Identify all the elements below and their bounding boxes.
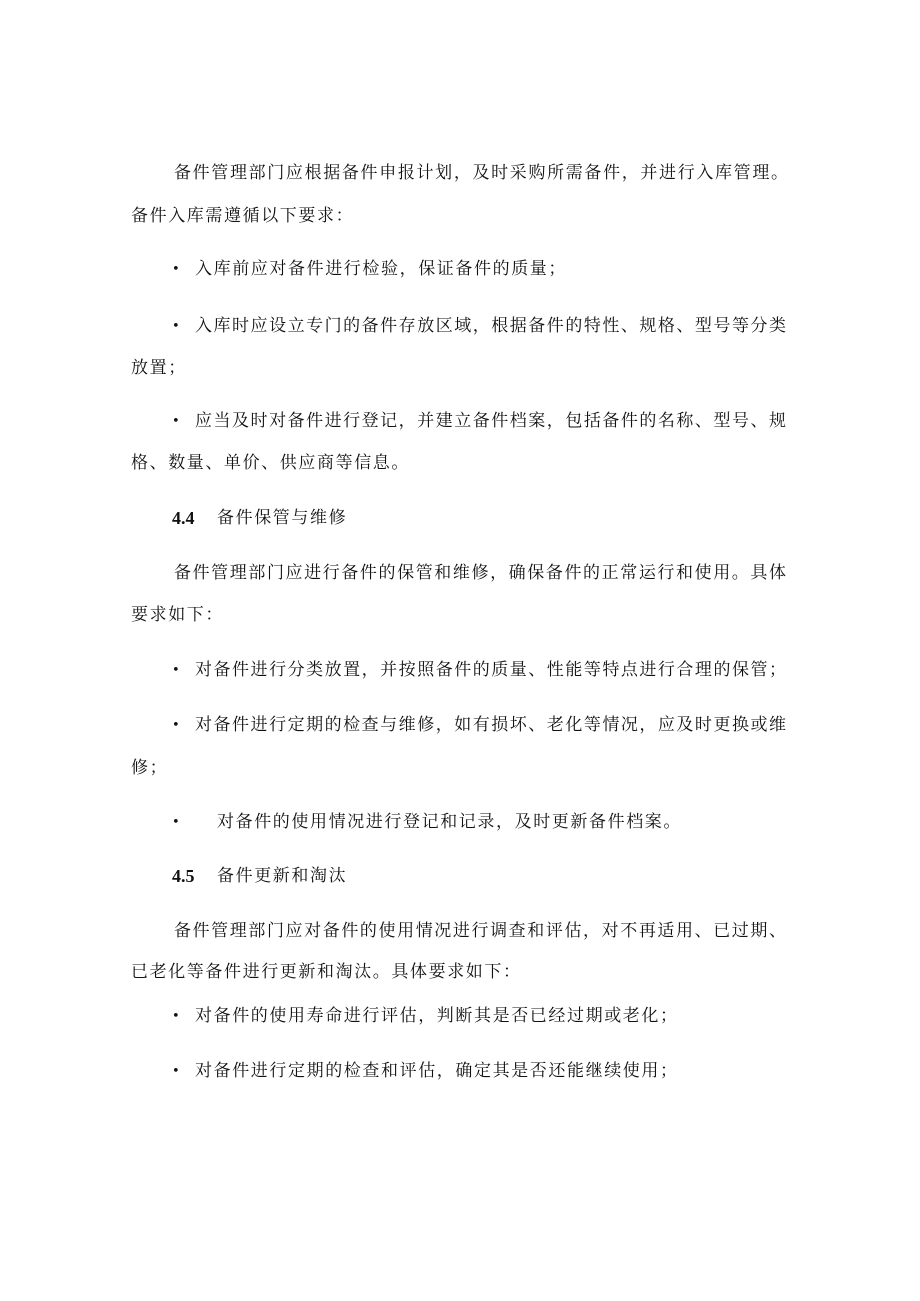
bullet-icon: •	[172, 414, 180, 429]
list-item: 对备件的使用情况进行登记和记录，及时更新备件档案。	[217, 812, 682, 832]
paragraph-line: 要求如下：	[131, 605, 224, 625]
section-title: 备件保管与维修	[217, 508, 348, 528]
bullet-icon: •	[172, 663, 180, 678]
section-number: 4.5	[172, 866, 195, 886]
bullet-icon: •	[172, 1009, 180, 1024]
section-number: 4.4	[172, 508, 195, 528]
list-item-continuation: 放置；	[131, 358, 187, 378]
paragraph-line: 已老化等备件进行更新和淘汰。具体要求如下：	[131, 962, 522, 982]
paragraph-line: 备件管理部门应进行备件的保管和维修，确保备件的正常运行和使用。具体	[174, 563, 786, 583]
paragraph-line: 备件入库需遵循以下要求：	[131, 206, 355, 226]
list-item: 入库前应对备件进行检验，保证备件的质量；	[195, 259, 567, 279]
paragraph-line: 备件管理部门应对备件的使用情况进行调查和评估，对不再适用、已过期、	[174, 921, 786, 941]
list-item-continuation: 格、数量、单价、供应商等信息。	[131, 453, 410, 473]
bullet-icon: •	[172, 815, 180, 830]
list-item: 对备件的使用寿命进行评估，判断其是否已经过期或老化；	[195, 1006, 679, 1026]
bullet-icon: •	[172, 1064, 180, 1079]
list-item: 应当及时对备件进行登记，并建立备件档案，包括备件的名称、型号、规	[195, 411, 786, 431]
section-title: 备件更新和淘汰	[217, 866, 348, 886]
list-item-continuation: 修；	[131, 758, 169, 778]
list-item: 对备件进行分类放置，并按照备件的质量、性能等特点进行合理的保管；	[195, 660, 786, 680]
list-item: 入库时应设立专门的备件存放区域，根据备件的特性、规格、型号等分类	[195, 316, 786, 336]
bullet-icon: •	[172, 718, 180, 733]
list-item: 对备件进行定期的检查与维修，如有损坏、老化等情况，应及时更换或维	[195, 715, 786, 735]
paragraph-line: 备件管理部门应根据备件申报计划，及时采购所需备件，并进行入库管理。	[174, 163, 788, 183]
bullet-icon: •	[172, 262, 180, 277]
list-item: 对备件进行定期的检查和评估，确定其是否还能继续使用；	[195, 1061, 679, 1081]
bullet-icon: •	[172, 319, 180, 334]
